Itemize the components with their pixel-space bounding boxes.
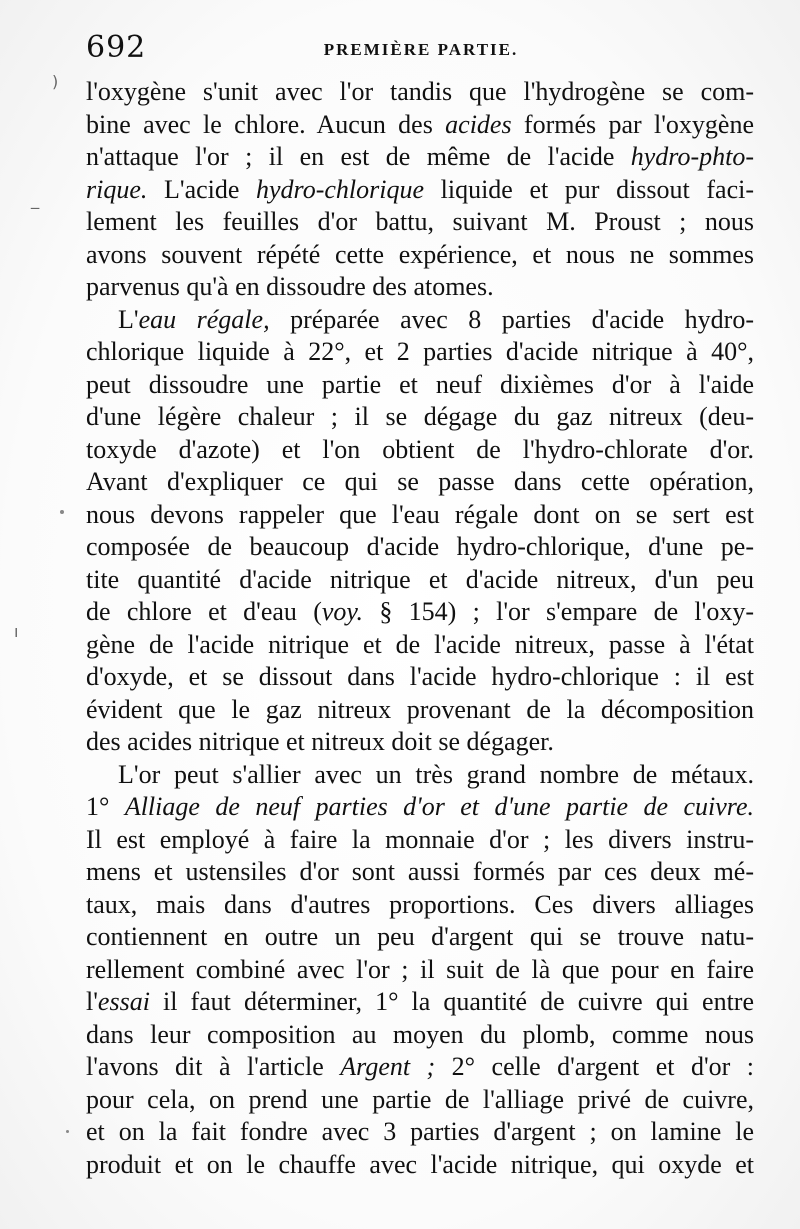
text-line xyxy=(86,434,754,467)
text-run: bine avec le chlore. Aucun des xyxy=(86,109,446,139)
text-line xyxy=(86,76,754,109)
italic-run: Argent ; xyxy=(340,1052,436,1081)
text-line xyxy=(86,986,754,1019)
italic-run: hydro-phto- xyxy=(630,142,754,171)
text-line xyxy=(86,466,754,499)
text-run: dans leur composition au moyen du plomb, comme nous xyxy=(86,1019,754,1049)
text-run: 1° xyxy=(86,792,125,821)
text-line xyxy=(86,954,754,987)
italic-run: acides xyxy=(445,109,512,139)
margin-mark: ı xyxy=(14,622,19,641)
text-line xyxy=(86,206,754,239)
text-run: L'acide xyxy=(147,174,257,204)
italic-run: hydro-chlorique xyxy=(256,174,425,204)
text-run: composée de beaucoup d'acide hydro-chlorique, d'une pe- xyxy=(86,532,754,561)
text-line xyxy=(86,141,754,174)
text-line xyxy=(86,531,754,564)
text-line xyxy=(86,336,754,369)
text-run: liquide et pur dissout faci- xyxy=(424,174,754,204)
running-head: PREMIÈRE PARTIE. xyxy=(323,40,519,59)
italic-run: rique. xyxy=(86,174,148,204)
text-line xyxy=(86,726,754,759)
text-run: chlorique liquide à 22°, et 2 parties d'acide nitrique à 40°, xyxy=(86,337,754,366)
text-line xyxy=(86,629,754,662)
text-line xyxy=(86,271,754,304)
text-run: contiennent en outre un peu d'argent qui se trouve natu- xyxy=(86,922,754,951)
text-line xyxy=(86,1149,754,1182)
text-run: l'oxygène s'unit avec l'or tandis que l'hydrogène se com- xyxy=(86,77,754,106)
text-run: taux, mais dans d'autres proportions. Ces divers alliages xyxy=(86,889,754,919)
text-line xyxy=(86,759,754,792)
text-run: des acides nitrique et nitreux doit se dégager. xyxy=(86,727,554,756)
margin-mark: ) xyxy=(52,72,59,91)
text-line xyxy=(86,1084,754,1117)
text-run: tite quantité d'acide nitrique et d'acide nitreux, d'un peu xyxy=(86,564,754,594)
text-line xyxy=(86,174,754,207)
text-run: et on la fait fondre avec 3 parties d'argent ; on lamine le xyxy=(86,1117,754,1146)
text-line xyxy=(86,499,754,532)
text-line xyxy=(86,596,754,629)
text-line xyxy=(86,921,754,954)
page-header xyxy=(86,30,756,70)
text-run: nous devons rappeler que l'eau régale dont on se sert est xyxy=(86,499,754,529)
italic-run: voy. xyxy=(321,597,364,626)
italic-run: essai xyxy=(97,987,150,1016)
text-run: § 154) ; l'or s'empare de l'oxy- xyxy=(363,597,754,626)
text-line xyxy=(86,824,754,857)
text-run: peut dissoudre une partie et neuf dixièmes d'or à l'aide xyxy=(86,369,754,399)
text-run: pour cela, on prend une partie de l'alliage privé de cuivre, xyxy=(86,1084,754,1114)
text-line xyxy=(86,109,754,142)
text-run: il faut déterminer, 1° la quantité de cuivre qui entre xyxy=(149,987,754,1016)
page-speck xyxy=(60,510,64,514)
text-run: évident que le gaz nitreux provenant de la décomposition xyxy=(86,694,754,724)
text-run: n'attaque l'or ; il en est de même de l'acide xyxy=(86,142,631,171)
text-run: L' xyxy=(118,304,139,334)
text-line xyxy=(86,661,754,694)
text-run: gène de l'acide nitrique et de l'acide nitreux, passe à l'état xyxy=(86,629,754,659)
text-run: préparée avec 8 parties d'acide hydro- xyxy=(269,304,754,334)
text-line xyxy=(86,1019,754,1052)
text-run: parvenus qu'à en dissoudre des atomes. xyxy=(86,272,494,301)
text-run: formés par l'oxygène xyxy=(511,109,754,139)
text-run: Avant d'expliquer ce qui se passe dans cette opération, xyxy=(86,467,754,496)
text-run: mens et ustensiles d'or sont aussi formés par ces deux mé- xyxy=(86,857,754,886)
text-run: Il est employé à faire la monnaie d'or ; les divers instru- xyxy=(86,824,754,854)
text-run: 2° celle d'argent et d'or : xyxy=(435,1052,754,1081)
text-line xyxy=(86,369,754,402)
body-text xyxy=(86,76,754,1181)
text-line xyxy=(86,856,754,889)
text-line xyxy=(86,791,754,824)
text-line xyxy=(86,1116,754,1149)
margin-mark: ‒ xyxy=(30,198,41,217)
text-run: d'oxyde, et se dissout dans l'acide hydro-chlorique : il est xyxy=(86,662,754,691)
text-line xyxy=(86,694,754,727)
text-run: de chlore et d'eau ( xyxy=(86,597,322,626)
italic-run: Alliage de neuf parties d'or et d'une partie de cuivre. xyxy=(124,792,754,821)
text-run: l' xyxy=(86,987,98,1016)
page-number: 692 xyxy=(86,30,147,65)
text-run: L'or peut s'allier avec un très grand nombre de métaux. xyxy=(118,759,754,789)
text-line xyxy=(86,401,754,434)
text-line xyxy=(86,239,754,272)
text-line xyxy=(86,889,754,922)
text-run: produit et on le chauffe avec l'acide nitrique, qui oxyde et xyxy=(86,1149,754,1179)
text-run: avons souvent répété cette expérience, et nous ne sommes xyxy=(86,239,754,269)
text-run: lement les feuilles d'or battu, suivant M. Proust ; nous xyxy=(86,207,754,236)
text-run: d'une légère chaleur ; il se dégage du gaz nitreux (deu- xyxy=(86,402,754,431)
page-speck xyxy=(66,1130,69,1133)
text-line xyxy=(86,564,754,597)
text-run: rellement combiné avec l'or ; il suit de là que pour en faire xyxy=(86,954,754,984)
text-run: l'avons dit à l'article xyxy=(86,1052,341,1081)
text-line xyxy=(86,1051,754,1084)
text-line xyxy=(86,304,754,337)
italic-run: eau régale, xyxy=(138,304,270,334)
text-run: toxyde d'azote) et l'on obtient de l'hydro-chlorate d'or. xyxy=(86,434,754,464)
